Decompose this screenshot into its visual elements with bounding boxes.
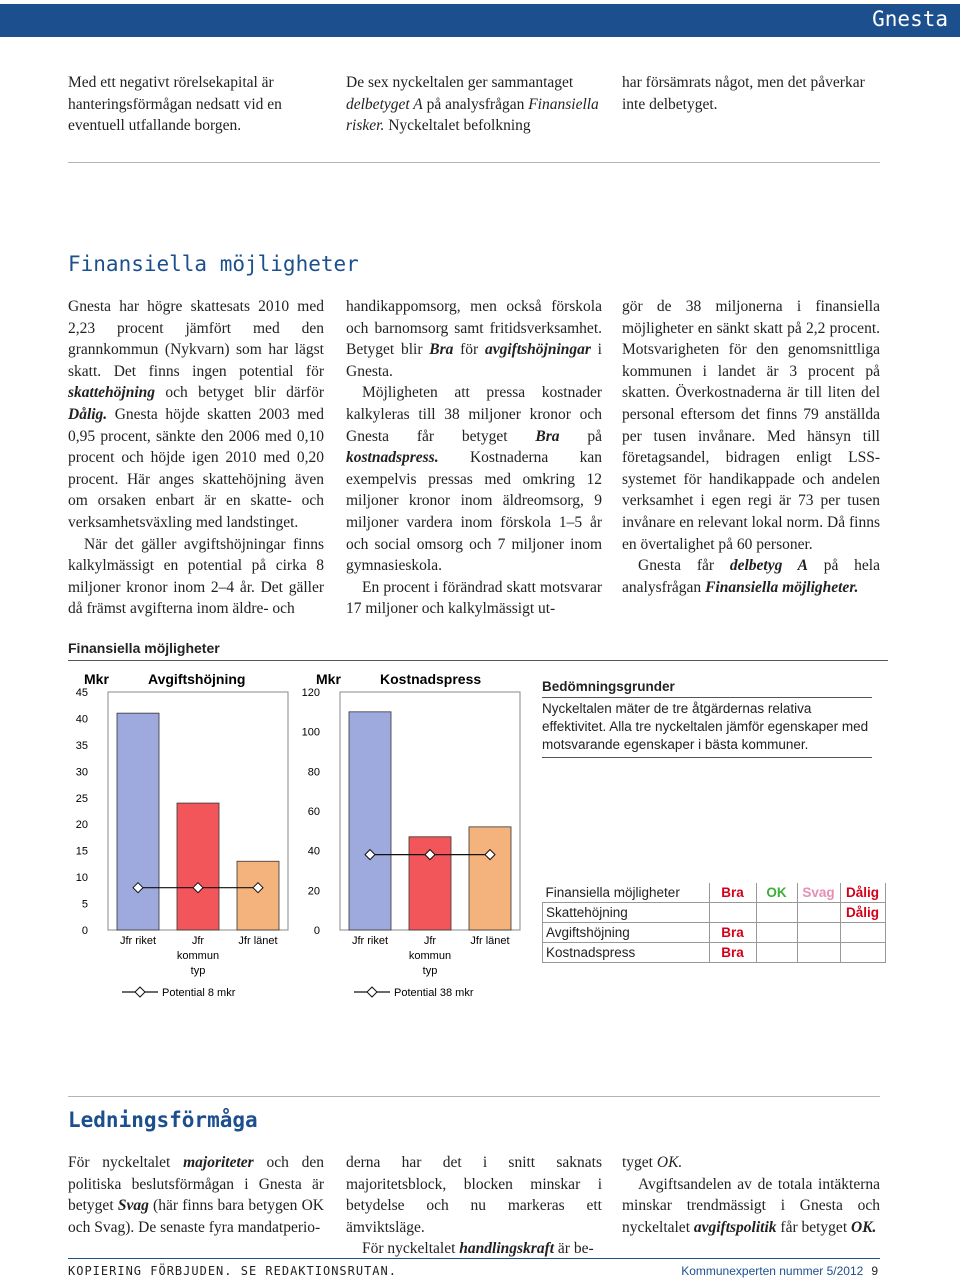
section1-col-1: Gnesta har högre skattesats 2010 med 2,23 procent jämfört med den grannkommun (Nykvarn) som har lägst skatt. Det finns ingen potential för skattehöjning och betyget blir därför Dålig. Gnesta höjde skatten 2003 med 0,95 procent, sänkte den 2006 med 0,10 procent och höjde igen 2010 med 0,20 procent. Här anges skattehöjning även om orsaken enbart är en skatte- och verksamhetsväxling med landstinget. När det gäller avgiftshöjningar finns kalkylmässigt en potential på cirka 8 miljoner kronor inom 2–4 år. Det gäller då främst avgifterna inom äldre- och — [68, 298, 324, 618]
chart-avgiftshojning — [68, 668, 308, 1008]
section1-col-2: handikappomsorg, men också förskola och barnomsorg samt fritidsverksamhet. Betyget blir Bra för avgiftshöjningar i Gnesta. Möjligheten att pressa kostnader kalkyleras till 38 miljoner kronor och Gnesta får betyget Bra på kostnadspress. Kostnaderna kan exempelvis pressas med omkring 12 miljoner kronor inom äldreomsorg, 9 miljoner vardera inom förskola 1–5 år och social omsorg och 7 miljoner inom gymnasieskola. En procent i förändrad skatt motsvarar 17 miljoner och kalkylmässigt ut- — [346, 298, 602, 618]
x-tick-label: typ — [422, 965, 438, 977]
bar — [349, 712, 391, 930]
chart-panel-title: Finansiella möjligheter — [68, 640, 220, 656]
grade-value: Dålig — [840, 903, 885, 923]
x-tick-label: typ — [190, 965, 206, 977]
y-tick-label: 35 — [75, 739, 88, 752]
x-tick-label: Jfr — [423, 935, 437, 947]
x-tick-label: Jfr — [191, 935, 205, 947]
grade-scale-svag: Svag — [797, 883, 840, 903]
y-tick-label: 0 — [313, 925, 320, 937]
top-col-2: De sex nyckeltalen ger sammantaget delbetyget A på analysfrågan Finansiella risker. Nyckeltalet befolkning — [346, 74, 599, 135]
divider — [68, 162, 880, 163]
y-tick-label: 80 — [307, 766, 320, 779]
y-tick-label: 100 — [301, 726, 320, 739]
grade-row-label: Avgiftshöjning — [543, 923, 710, 943]
grade-scale-ok: OK — [756, 883, 797, 903]
legend-label: Potential 8 mkr — [162, 987, 236, 999]
grade-row — [543, 903, 886, 923]
top-col-1: Med ett negativt rörelsekapital är hanteringsförmågan nedsatt vid en eventuell utfallande borgen. — [68, 74, 282, 135]
divider — [68, 1096, 880, 1097]
grade-scale-bra: Bra — [709, 883, 756, 903]
footer-copyright: KOPIERING FÖRBJUDEN. SE REDAKTIONSRUTAN. — [68, 1264, 397, 1278]
grade-value: Bra — [709, 943, 756, 963]
y-tick-label: 40 — [75, 713, 88, 726]
bar — [237, 861, 279, 930]
x-tick-label: Jfr länet — [238, 935, 278, 947]
y-tick-label: 20 — [307, 885, 320, 898]
y-tick-label: 15 — [75, 845, 88, 858]
municipality-title: Gnesta — [872, 7, 948, 31]
grade-row — [543, 943, 886, 963]
grade-value: Bra — [709, 923, 756, 943]
section2-col-3: tyget OK. Avgiftsandelen av de totala intäkterna minskar trendmässigt i Gnesta och nyckeltalet avgiftspolitik får betyget OK. — [622, 1154, 880, 1236]
y-tick-label: 120 — [301, 687, 320, 699]
legend-marker — [135, 987, 145, 997]
chart-title: Kostnadspress — [380, 671, 482, 687]
section-title-ledning: Ledningsförmåga — [68, 1108, 258, 1132]
criteria-title: Bedömningsgrunder — [542, 678, 872, 698]
section2-col-2: derna har det i snitt saknats majoritetsblock, blocken minskar i betydelse och nu markeras ett ämviktsläge. För nyckeltalet handlingskraft är be- — [346, 1154, 602, 1258]
y-tick-label: 40 — [307, 845, 320, 858]
section-title-finansiella: Finansiella möjligheter — [68, 252, 359, 276]
footer-rule — [68, 1258, 880, 1259]
grade-row-label: Kostnadspress — [543, 943, 710, 963]
section2-col-1: För nyckeltalet majoriteter och den politiska beslutsförmågan i Gnesta är betyget Svag (här finns bara betygen OK och Svag). De senaste fyra mandatperio- — [68, 1154, 325, 1236]
grade-heading: Finansiella möjligheter — [543, 883, 710, 903]
legend-marker — [367, 987, 377, 997]
chart-title: Avgiftshöjning — [148, 671, 246, 687]
bar — [117, 713, 159, 930]
y-tick-label: 60 — [307, 806, 320, 818]
y-tick-label: 25 — [75, 792, 88, 805]
y-tick-label: 45 — [75, 687, 88, 699]
footer-publication: Kommunexperten nummer 5/2012 9 — [681, 1264, 878, 1278]
chart-panel-rule — [68, 660, 888, 661]
page-number: 9 — [871, 1264, 878, 1278]
criteria-box — [542, 678, 872, 758]
section1-col-3: gör de 38 miljonerna i finansiella möjligheter en sänkt skatt på 2,2 procent. Motsvarigheten för den genomsnittliga kommunen i landet är 3 procent på skatten. Överkostnaderna är till liten del personal eftersom det finns 79 anställda per tusen invånare. Med hänsyn till företagsandel, bidragen enligt LSS-systemet för handikappade och andelen verksamhet i egen regi är 73 per tusen invånare en relevant lokal norm. Då finns en övertalighet på 60 personer. Gnesta får delbetyg A på hela analysfrågan Finansiella möjligheter. — [622, 298, 880, 596]
bar — [469, 827, 511, 930]
y-unit-label: Mkr — [316, 671, 341, 687]
y-tick-label: 0 — [81, 925, 88, 937]
bar — [177, 803, 219, 930]
top-col-3: har försämrats något, men det påverkar inte delbetyget. — [622, 74, 865, 113]
y-tick-label: 10 — [75, 872, 88, 885]
y-tick-label: 5 — [81, 898, 88, 911]
grade-table — [542, 883, 886, 963]
grade-scale-dalig: Dålig — [840, 883, 885, 903]
criteria-text: Nyckeltalen mäter de tre åtgärdernas relativa effektivitet. Alla tre nyckeltalen jämför egenskaper med motsvarande egenskaper i bästa kommuner. — [542, 700, 872, 758]
x-tick-label: Jfr riket — [119, 935, 157, 947]
x-tick-label: kommun — [176, 950, 220, 962]
chart-kostnadspress — [300, 668, 530, 1008]
y-tick-label: 30 — [75, 766, 88, 779]
y-unit-label: Mkr — [84, 671, 109, 687]
x-tick-label: Jfr länet — [470, 935, 510, 947]
x-tick-label: kommun — [408, 950, 452, 962]
legend-label: Potential 38 mkr — [394, 987, 474, 999]
grade-row — [543, 923, 886, 943]
y-tick-label: 20 — [75, 819, 88, 832]
grade-row-label: Skattehöjning — [543, 903, 710, 923]
x-tick-label: Jfr riket — [351, 935, 389, 947]
header-bar — [0, 4, 960, 37]
